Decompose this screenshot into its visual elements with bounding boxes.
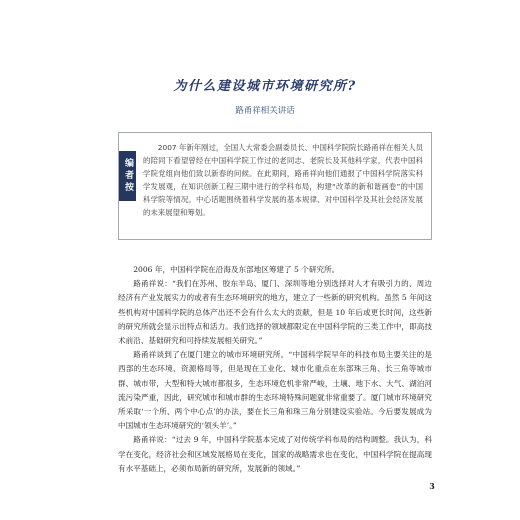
article-subtitle: 路甬祥相关讲话 <box>235 106 295 116</box>
page-number: 3 <box>429 481 435 491</box>
body-paragraph: 2006 年，中国科学院在沿海及东部地区筹建了 5 个研究所。 <box>133 265 340 274</box>
body-paragraph: 路甬祥说：“我们在苏州、胶东半岛、厦门、深圳等地分别选择对人才有吸引力的、周边经济有产业发展实力的或者有生态环境研究的地方，建立了一些新的研究机构。虽然 5 年间这些机构对中国科学院的总体产出还不会有什么太大的贡献，但是 10 年后或更长时间，这些新的研究所就会显示出特点和活力。我们选择的领域都限定在中国科学院的三类工作中，即高技术前沿、基础研究和可持续发展相关研究。” <box>118 279 432 346</box>
article-title: 为什么建设城市环境研究所? <box>173 79 357 94</box>
editor-note-box <box>118 132 432 240</box>
article-body <box>118 263 432 475</box>
editor-note-text: 2007 年新年刚过，全国人大常委会副委员长、中国科学院院长路甬祥在相关人员的陪同下看望曾经在中国科学院工作过的老同志、老院长及其他科学家，代表中国科学院党组向他们致以新春的问候。在此期间，路甬祥向他们通报了中国科学院落实科学发展观，在知识创新工程三期中进行的学科布局，构建“改革的新和谐画卷”的中国科学院等情况。中心话题围绕着科学发展的基本规律、对中国科学及其社会经济发展的未来展望和筹划。 <box>143 143 423 217</box>
body-paragraph: 路甬祥说：“过去 9 年，中国科学院基本完成了对传统学科布局的结构调整。我认为，科学在变化，经济社会和区域发展格局在变化，国家的战略需求也在变化，中国科学院在提高现有水平基础上，必须布局新的研究所，发展新的领域。” <box>118 435 432 473</box>
editor-note-label: 编者按 <box>119 151 136 201</box>
body-paragraph: 路甬祥谈到了在厦门建立的城市环境研究所。“中国科学院早年的科技布局主要关注的是西部的生态环境、资源格局等，但是现在工业化、城市化重点在东部珠三角、长三角等城市群、城市带，大型和特大城市都很多，生态环境危机非常严峻，土壤、地下水、大气、湖泊河流污染严重，因此，研究城市和城市群的生态环境特殊问题就非常重要了。厦门城市环境研究所采取‘一个所、两个中心点’的办法，要在长三角和珠三角分别建设实验站。今后要发展成为中国城市生态环境研究的‘领头羊’。” <box>118 350 432 431</box>
